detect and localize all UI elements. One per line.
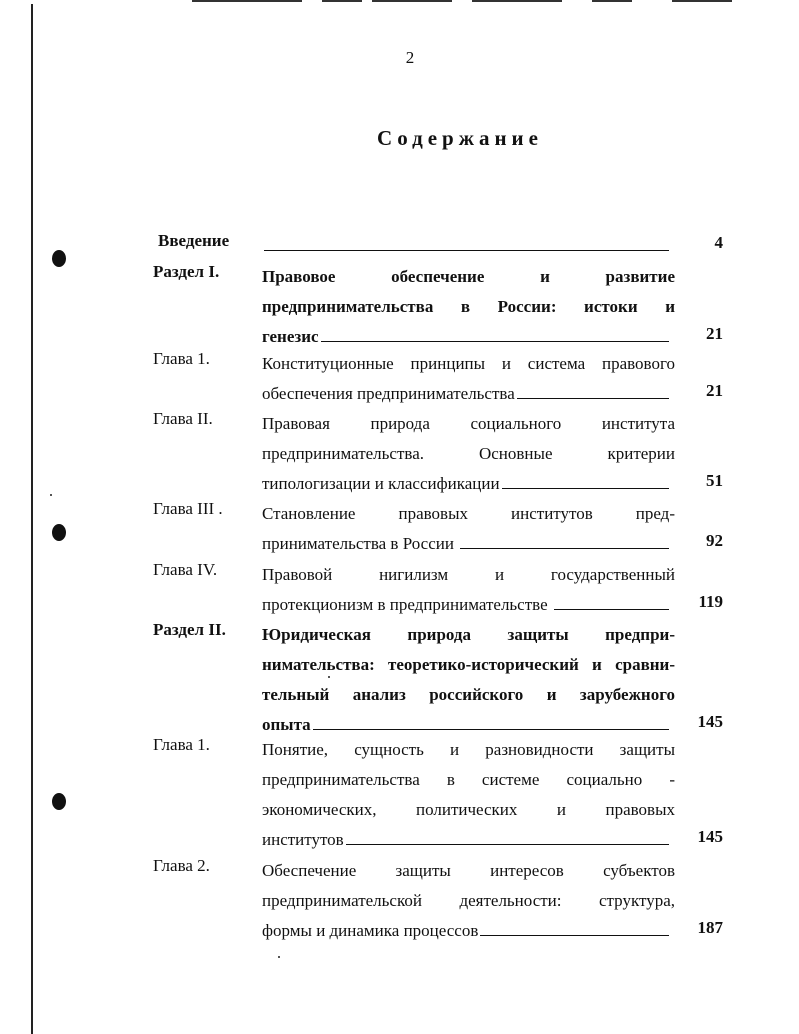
toc-entry-page-number: 4 [714, 233, 723, 252]
toc-entry-title-line: предпринимательства. Основные критерии [262, 444, 675, 463]
toc-entry-title-line: предпринимательской деятельности: структура, [262, 891, 675, 910]
toc-entry-title-line: предпринимательства в системе социально - [262, 770, 675, 789]
leader-line [502, 487, 669, 489]
toc-entry-title-line [262, 825, 675, 855]
toc-entry-page-number: 21 [706, 324, 723, 343]
toc-entry-title-line: Обеспечение защиты интересов субъектов [262, 861, 675, 880]
toc-entry-title-text: институтов [262, 830, 344, 849]
leader-line [346, 843, 669, 845]
toc-entry-label: Глава 1. [153, 735, 210, 754]
toc-entry-title-line: Конституционные принципы и система правового [262, 354, 675, 373]
toc-entry-title-text: опыта [262, 715, 311, 734]
toc-entry-title-line [262, 231, 675, 261]
page-number: 2 [405, 48, 415, 67]
toc-entry-title-line: Становление правовых институтов пред- [262, 504, 675, 523]
leader-line [321, 340, 669, 342]
toc-entry [0, 735, 799, 855]
leader-line [554, 608, 669, 610]
scan-edge-top [32, 0, 799, 3]
toc-entry-label: Введение [158, 231, 230, 250]
leader-line [313, 728, 669, 730]
toc-entry [0, 560, 799, 620]
toc-entry-title-line: Правовое обеспечение и развитие [262, 267, 675, 286]
scan-speck [278, 956, 280, 958]
toc-entry-title-line [262, 379, 675, 409]
toc-entry-title-text: типологизации и классификации [262, 474, 500, 493]
leader-line [264, 249, 669, 251]
toc-entry-page-number: 145 [697, 712, 723, 731]
toc-entry-title-text: принимательства в России [262, 534, 459, 553]
toc-entry-page-number: 21 [706, 381, 723, 400]
toc-entry [0, 262, 799, 352]
toc-entry-label: Раздел II. [153, 620, 226, 639]
toc-entry-title-line: Правовой нигилизм и государственный [262, 565, 675, 584]
toc-entry-label: Глава IV. [153, 560, 218, 579]
toc-entry-label: Раздел I. [153, 262, 220, 281]
toc-entry-label: Глава II. [153, 409, 213, 428]
leader-line [480, 934, 669, 936]
toc-entry-title-line: Юридическая природа защиты предпри- [262, 625, 675, 644]
toc-entry-title-text: обеспечения предпринимательства [262, 384, 515, 403]
toc-entry [0, 349, 799, 409]
toc-entry [0, 499, 799, 559]
toc-entry-label: Глава 1. [153, 349, 210, 368]
toc-entry-title-line: Правовая природа социального института [262, 414, 675, 433]
toc-entry [0, 856, 799, 946]
toc-entry-title-line [262, 590, 675, 620]
leader-line [460, 547, 669, 549]
toc-entry-page-number: 92 [706, 531, 723, 550]
toc-entry-title-text: генезис [262, 327, 319, 346]
toc-entry-title-text: протекционизм в предпринимательстве [262, 595, 552, 614]
toc-entry-title-line: Понятие, сущность и разновидности защиты [262, 740, 675, 759]
toc-entry [0, 620, 799, 740]
leader-line [517, 397, 669, 399]
toc-entry [0, 409, 799, 499]
toc-entry [0, 231, 799, 261]
toc-entry-title-line [262, 322, 675, 352]
toc-entry-title-line [262, 529, 675, 559]
toc-entry-title-line: экономических, политических и правовых [262, 800, 675, 819]
toc-entry-page-number: 119 [698, 592, 723, 611]
toc-entry-page-number: 145 [697, 827, 723, 846]
toc-entry-label: Глава 2. [153, 856, 210, 875]
toc-entry-label: Глава III . [153, 499, 223, 518]
toc-entry-title-line [262, 469, 675, 499]
page-title: Содержание [377, 126, 543, 150]
toc-entry-page-number: 51 [706, 471, 723, 490]
toc-entry-title-line: нимательства: теоретико-исторический и сравни- [262, 655, 675, 674]
toc-entry-title-line [262, 916, 675, 946]
toc-entry-title-text: формы и динамика процессов [262, 921, 479, 940]
toc-entry-title-line: предпринимательства в России: истоки и [262, 297, 675, 316]
toc-entry-page-number: 187 [697, 918, 723, 937]
toc-entry-title-line: тельный анализ российского и зарубежного [262, 685, 675, 704]
